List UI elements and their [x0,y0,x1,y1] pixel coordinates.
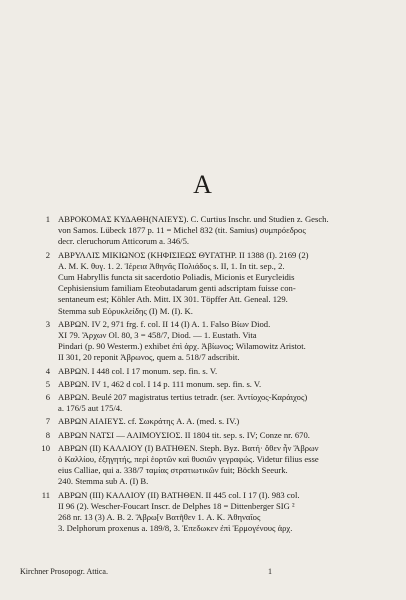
entry-text-line: ΑΒΡΩΝ. I 448 col. I 17 monum. sep. fin. s. V. [58,365,218,376]
entry-text-line: Pindari (p. 90 Westerm.) exhibet ἐπὶ ἀρχ. Ἀβίωνος; Wilamowitz Aristot. [58,341,306,352]
entry-text-line: decr. cleruchorum Atticorum a. 346/5. [58,236,190,247]
entry-text-line: 3. Delphorum proxenus a. 189/8, 3. Ἐπεδωκεν ἐπὶ Ἑρμογένους ἀρχ. [58,523,293,534]
entry-text-line: Stemma sub Εὐρυκλείδης (I) M. (I). K. [58,305,193,316]
entry-number: 3 [45,318,50,329]
entry-number: 2 [45,249,50,260]
entry-number: 7 [45,416,50,427]
entry-number: 6 [45,392,50,403]
entry-text-line: eius Calliae, qui a. 338/7 ταμίας στρατιωτικῶν fuit; Böckh Seeurk. [58,465,288,476]
entry-text-line: ΑΒΡΩΝ. Beulé 207 magistratus tertius tetradr. (ser. Ἀντίοχος-Καράιχος) [58,392,308,403]
prosopography-entry [28,214,388,248]
entry-text-line: II 301, 20 reponit Ἁβρωνος, quem a. 518/7 adscribit. [58,352,240,363]
entry-text-line: ΑΒΡΩΝ ΝΑΤΣΙ — ΑΛΙΜΟΥΣΙΟΣ. II 1804 tit. sep. s. IV; Conze nr. 670. [58,429,310,440]
entry-text-line: a. 176/5 aut 175/4. [58,403,123,414]
prosopography-entry [28,490,388,535]
prosopography-entry [28,430,388,441]
entry-number: 11 [41,489,50,500]
entry-text-line: 240. Stemma sub A. (I) B. [58,476,149,487]
prosopography-entry [28,319,388,364]
entry-text-line: Cephisiensium familiam Eteobutadarum genti adscriptam fuisse con- [58,283,296,294]
entry-number: 5 [45,378,50,389]
entry-text-line: ΑΒΡΩΝ (II) ΚΑΛΛΙΟΥ (I) ΒΑΤΗΘΕΝ. Steph. Byz. Βατή· ὅθεν ἦν Ἅβρων [58,442,319,453]
entry-text-line: sentaneum est; Köhler Ath. Mitt. IX 301. Töpffer Att. Geneal. 129. [58,294,288,305]
entry-text-line: ΑΒΡΥΛΛΙΣ ΜΙΚΙΩΝΟΣ (ΚΗΦΙΣΙΕΩΣ ΘΥΓΑΤΗΡ. II 1388 (I). 2169 (2) [58,249,309,260]
entry-text-line: 268 nr. 13 (3) A. B. 2. Ἅβρω[ν Βατῆθεν 1. A. K. Ἀθηναῖος [58,512,261,523]
entry-text-line: Cum Habryllis functa sit sacerdotio Poliadis, Micionis et Eurycleidis [58,272,295,283]
entry-list [28,214,388,536]
prosopography-entry [28,250,388,317]
entry-number: 8 [45,429,50,440]
entry-number: 1 [45,214,50,224]
entry-text-line: II 96 (2). Wescher-Foucart Inscr. de Delphes 18 = Dittenberger SIG ² [58,500,295,511]
entry-text-line: ΑΒΡΩΝ. IV 1, 462 d col. I 14 p. 111 monum. sep. fin. s. V. [58,378,262,389]
entry-text-line: ΑΒΡΩΝ ΑΙΑΙΕΥΣ. cf. Σωκράτης A. A. (med. s. IV.) [58,416,240,427]
prosopography-entry [28,416,388,427]
prosopography-entry [28,366,388,377]
page-number: 1 [268,567,272,576]
entry-text-line: ὁ Καλλίου, ἐξηγητής, περὶ ἑορτῶν καὶ θυσιῶν γεγραφώς. Videtur filius esse [58,454,319,465]
section-heading: A [193,170,213,199]
prosopography-entry [28,443,388,488]
entry-text-line: Α. Μ. Κ. θυγ. 1. 2. Ἱέρεια Ἀθηνᾶς Πολιάδος s. II, 1. In tit. sep., 2. [58,260,285,271]
footer-author: Kirchner Prosopogr. Attica. [20,567,108,576]
entry-text-line: XI 79. Ἄρχων Ol. 80, 3 = 458/7, Diod. — 1. Eustath. Vita [58,330,257,341]
prosopography-entry [28,392,388,414]
entry-text-line: ΑΒΡΩΝ. IV 2, 971 frg. f. col. II 14 (I) A. 1. Falso Βίων Diod. [58,318,271,329]
entry-text-line: ΑΒΡΟΚΟΜΑΣ ΚΥΔΑΘΗ(ΝΑΙΕΥΣ). C. Curtius Inschr. und Studien z. Gesch. [58,214,329,224]
entry-text-line: von Samos. Lübeck 1877 p. 11 = Michel 832 (tit. Samius) συμπρόεδρος [58,225,306,236]
entry-number: 4 [45,365,50,376]
entry-text-line: ΑΒΡΩΝ (III) ΚΑΛΛΙΟΥ (II) ΒΑΤΗΘΕΝ. II 445 col. I 17 (I). 983 col. [58,489,300,500]
prosopography-entry [28,379,388,390]
entry-number: 10 [41,442,50,453]
